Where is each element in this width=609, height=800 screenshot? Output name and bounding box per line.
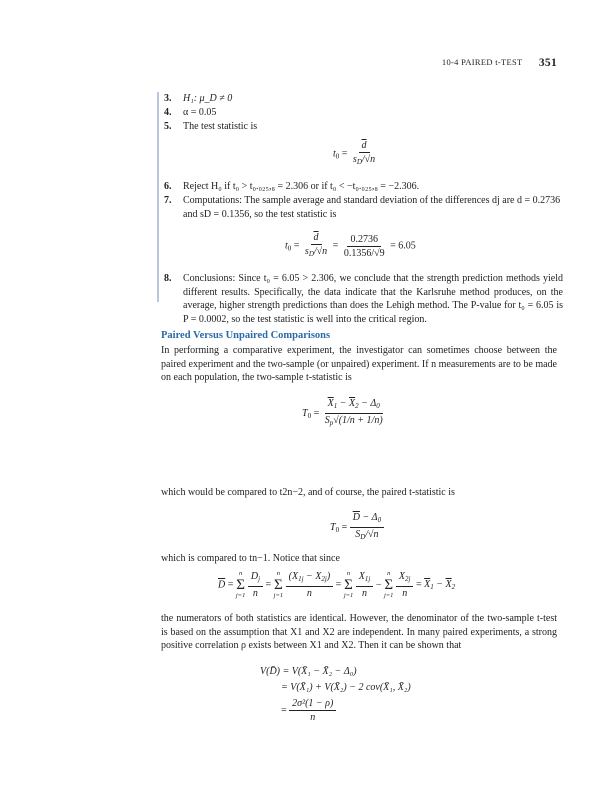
page-number: 351: [538, 57, 557, 69]
step-text: Computations: The sample average and standard deviation of the differences dj are d = 0.2736 and sD = 0.1356, so the test statistic is: [183, 195, 561, 220]
numerator-value: 0.2736: [347, 234, 381, 247]
paragraph-notice: which is compared to tn−1. Notice that since: [161, 553, 340, 564]
step-4: [164, 106, 563, 120]
variance-line-1: V(D̄) = V(X̄₁ − X̄₂ − Δ₀): [260, 666, 357, 677]
variance-line-3: = $\frac{\text{2σ²(1 − ρ)}}{n}$: [281, 698, 336, 723]
step-number: 4.: [164, 107, 172, 118]
step-number: 6.: [164, 181, 172, 192]
margin-rule: [157, 92, 159, 302]
step-3: [164, 92, 563, 106]
step-text: The test statistic is: [183, 121, 258, 132]
variance-line-2: = V(X̄₁) + V(X̄₂) − 2 cov(X̄₁, X̄₂): [281, 682, 411, 693]
step-text: Conclusions: Since t₀ = 6.05 > 2.306, we conclude that the strength prediction methods yield different results. Specifically, the data indicate that the Karlsruhe method produces, on the average, higher strength predictions than does the Lehigh method. The P-value for t₀ = 6.05 is P = 0.0002, so the test statistic is well into the critical region.: [183, 273, 563, 325]
step-8: [164, 272, 563, 326]
paragraph-numerators: the numerators of both statistics are identical. However, the denominator of the two-sample t-test is based on the assumption that X1 and X2 are independent. In many paired experiments, a strong positive correlation ρ exists between X1 and X2. Then it can be shown that: [161, 613, 557, 651]
equation-t0-computed: $t_0$ = $\frac{\overline{d}}{s_D/√n}$ = $\frac{0.2736}{0.1356/√9}$ = 6.05: [285, 232, 416, 259]
step-text: α = 0.05: [183, 107, 217, 118]
step-7: [164, 194, 563, 221]
equation-paired-t: $T_0$ = $\frac{\overline{D} - \Delta_0}{S_D/√n}$: [330, 512, 384, 543]
variance-numerator: 2σ²(1 − ρ): [289, 698, 336, 711]
step-number: 3.: [164, 93, 172, 104]
step-number: 7.: [164, 195, 172, 206]
running-header: [442, 56, 557, 68]
step-number: 5.: [164, 121, 172, 132]
step-text: Reject H₀ if t₀ > t₀.₀₂₅,₈ = 2.306 or if t₀ < −t₀.₀₂₅,₈ = −2.306.: [183, 181, 420, 192]
result-value: = 6.05: [390, 240, 416, 252]
step-number: 8.: [164, 273, 172, 284]
step-5: [164, 120, 563, 134]
equation-t0-definition: $t_0$ = $\frac{\overline{d}}{s_D/√n}$: [333, 140, 376, 166]
equation-dbar-sum: $\overline{D}$ = n Σ j=1 $\frac{D_j}{n}$ = n Σ j=1 $\frac{(X_{1j} - X_{2j})}{n}$ = n Σ j=1 $\frac{X_{1j}}{n}$ − n Σ j=1 $\frac{X_{2j}}{n}$ = $\overline{X}_1 - \overline{X}_2$: [218, 570, 456, 599]
running-title: 10-4 PAIRED t-TEST: [441, 57, 523, 67]
paragraph-compare: which would be compared to t2n−2, and of course, the paired t-statistic is: [161, 487, 455, 498]
equation-two-sample-t: $T_0$ = $\frac{\overline{X}_1 - \overline{X}_2 - \Delta_0}{S_p√(1/n + 1/n)}$: [302, 398, 383, 427]
step-6: [164, 180, 563, 194]
paragraph-intro: In performing a comparative experiment, the investigator can sometimes choose between the paired experiment and the two-sample (or unpaired) experiment. If n measurements are to be made on each population, the two-sample t-statistic is: [161, 345, 557, 383]
denominator-value: 0.1356/√9: [343, 247, 385, 259]
section-title: Paired Versus Unpaired Comparisons: [161, 330, 331, 341]
variance-denominator: n: [310, 712, 316, 723]
step-text: H₁: μ_D ≠ 0: [183, 93, 233, 104]
